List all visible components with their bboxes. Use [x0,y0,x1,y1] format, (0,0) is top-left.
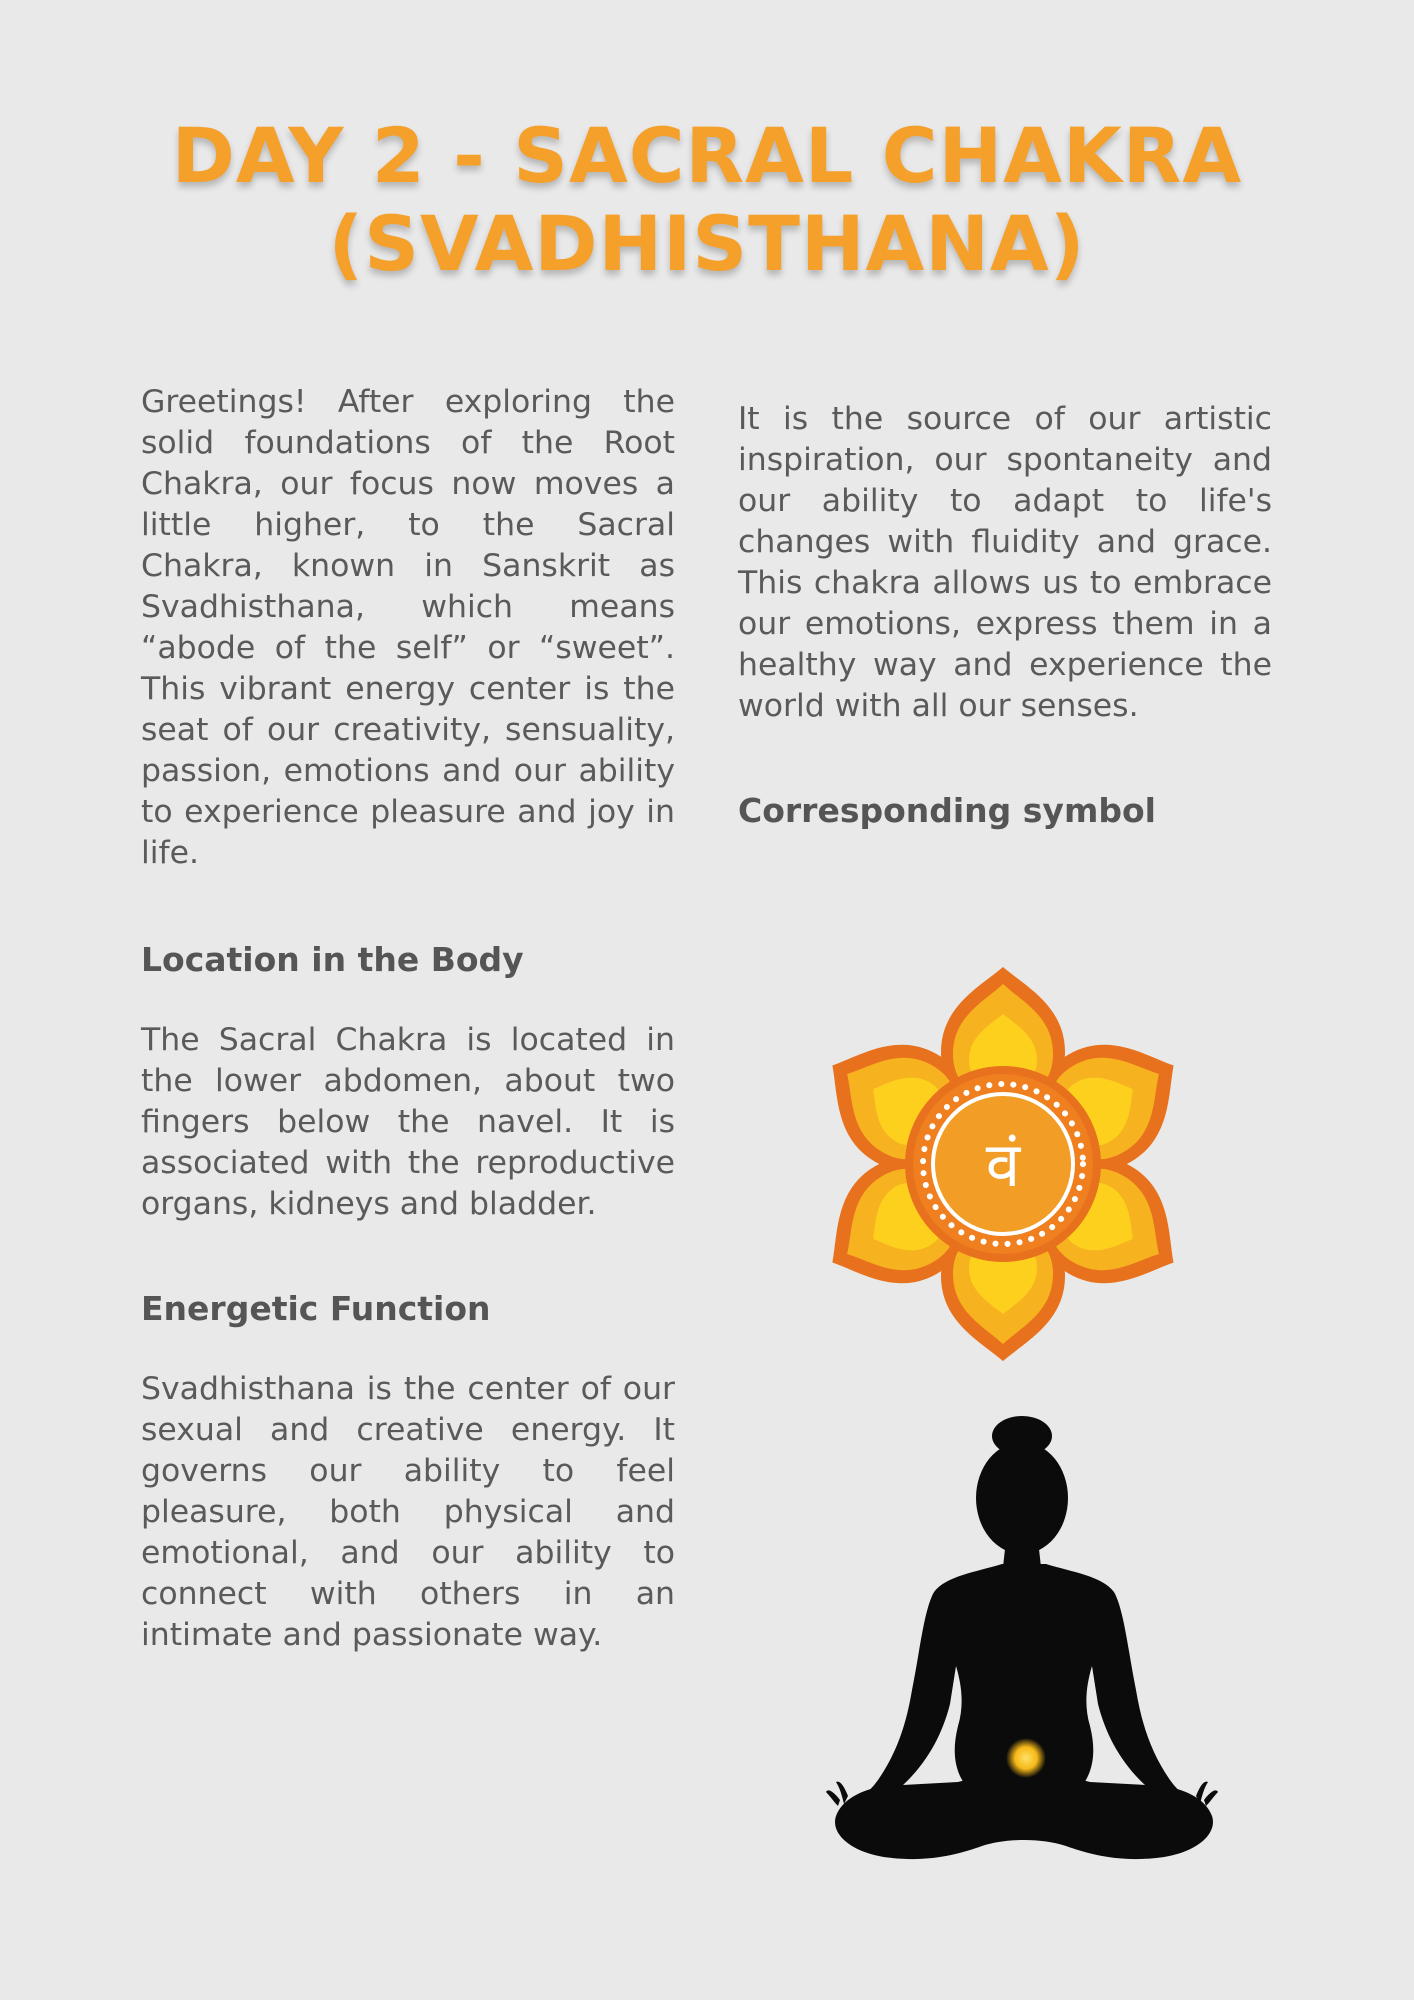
energetic-function-heading: Energetic Function [141,1289,491,1328]
location-heading: Location in the Body [141,940,524,979]
sacral-point-glow [1006,1738,1046,1778]
sacral-chakra-lotus-icon [828,964,1178,1364]
page-title [0,112,1414,288]
title-line-2: (SVADHISTHANA) [328,199,1086,288]
location-paragraph: The Sacral Chakra is located in the lower abdomen, about two fingers below the navel. It is associated with the reproductive organs, kidneys and bladder. [141,1022,675,1222]
right-column [738,399,1272,831]
left-column [141,382,675,1656]
energetic-function-paragraph: Svadhisthana is the center of our sexual and creative energy. It governs our ability to feel pleasure, both physical and emotional, and our ability to connect with others in an intimate and passionate way. [141,1371,675,1653]
chakra-bija-glyph: वं [985,1128,1021,1201]
symbol-heading: Corresponding symbol [738,791,1156,830]
meditating-figure-icon [826,1414,1218,1862]
intro-paragraph: Greetings! After exploring the solid foundations of the Root Chakra, our focus now moves a little higher, to the Sacral Chakra, known in Sanskrit as Svadhisthana, which means “abode of the self” or “sweet”. This vibrant energy center is the seat of our creativity, sensuality, passion, emotions and our ability to experience pleasure and joy in life. [141,384,675,871]
title-line-1: DAY 2 - SACRAL CHAKRA [171,111,1243,200]
intro-continued-paragraph: It is the source of our artistic inspiration, our spontaneity and our ability to adapt to life's changes with fluidity and grace. This chakra allows us to embrace our emotions, express them in a healthy way and experience the world with all our senses. [738,401,1272,724]
meditating-silhouette [826,1416,1218,1859]
